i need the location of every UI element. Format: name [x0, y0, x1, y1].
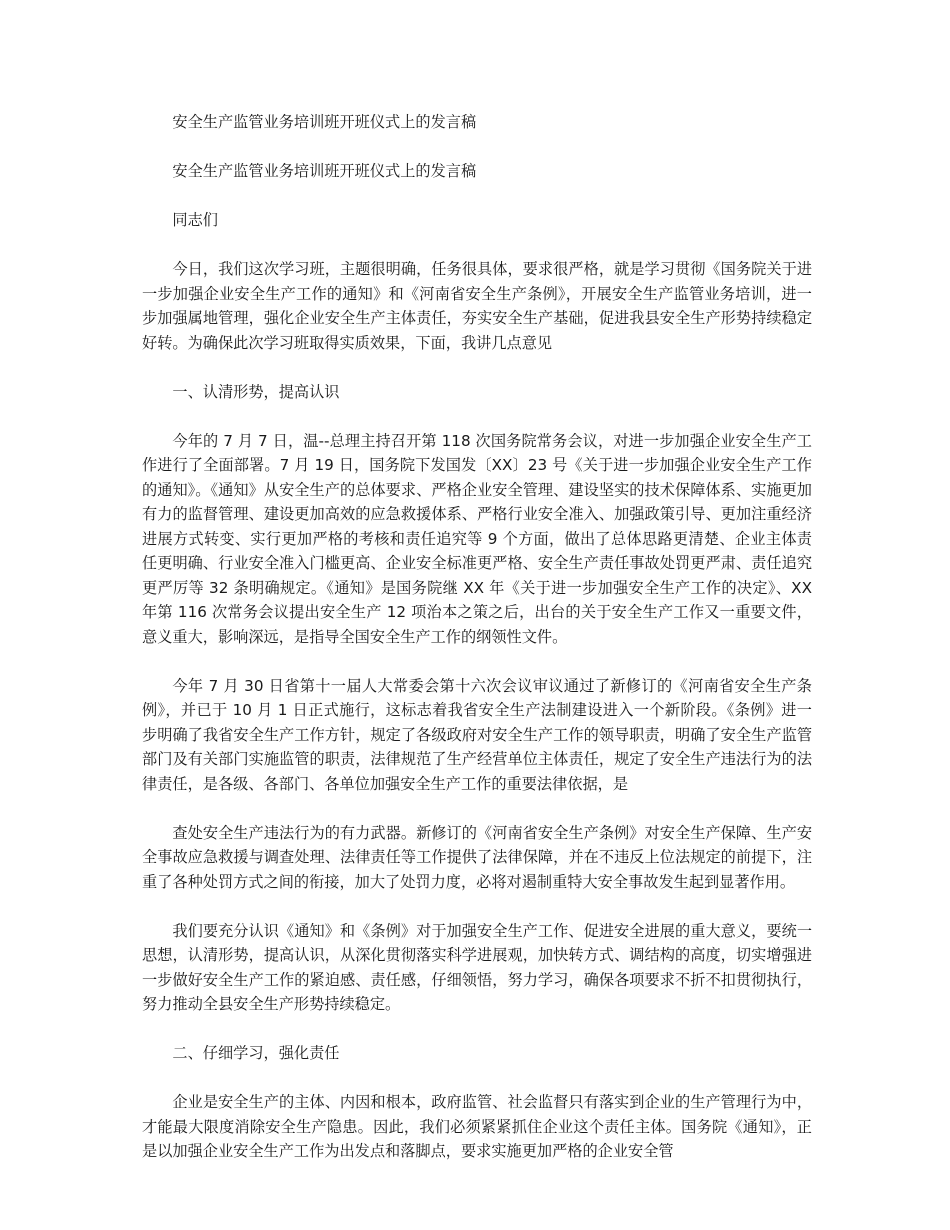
paragraph-awareness: 我们要充分认识《通知》和《条例》对于加强安全生产工作、促进安全进展的重大意义，要统一思想，认清形势，提高认识，从深化贯彻落实科学进展观，加快转方式、调结构的高度，切实增强进一步做好安全生产工作的紧迫感、责任感，仔细领悟，努力学习，确保各项要求不折不扣贯彻执行，努力推动全县安全生产形势持续稳定。 — [142, 921, 812, 1013]
section-heading-1: 一、认清形势，提高认识 — [172, 382, 340, 401]
paragraph-regulation: 今年 7 月 30 日省第十一届人大常委会第十六次会议审议通过了新修订的《河南省安全生产条例》，并已于 10 月 1 日正式施行，这标志着我省安全生产法制建设进入一个新阶段。《条例》进一步明确了我省安全生产工作方针，规定了各级政府对安全生产工作的领导职责，明确了安全生产监管部门及有关部门实施监管的职责，法律规范了生产经营单位主体责任，规定了安全生产违法行为的法律责任，是各级、各部门、各单位加强安全生产工作的重要法律依据，是 — [142, 676, 812, 793]
paragraph-notice: 今年的 7 月 7 日，温--总理主持召开第 118 次国务院常务会议，对进一步加强企业安全生产工作进行了全面部署。7 月 19 日，国务院下发国发〔XX〕23 号《关于进一步加强企业安全生产工作的通知》。《通知》从安全生产的总体要求、严格企业安全管理、建设坚实的技术保障体系、实施更加有力的监督管理、建设更加高效的应急救援体系、严格行业安全准入、加强政策引导、更加注重经济进展方式转变、实行更加严格的考核和责任追究等 9 个方面，做出了总体思路更清楚、企业主体责任更明确、行业安全准入门槛更高、企业安全标准更严格、安全生产责任事故处罚更严肃、责任追究更严厉等 32 条明确规定。《通知》是国务院继 XX 年《关于进一步加强安全生产工作的决定》、XX 年第 116 次常务会议提出安全生产 12 项治本之策之后，出台的关于安全生产工作又一重要文件，意义重大，影响深远，是指导全国安全生产工作的纲领性文件。 — [142, 431, 812, 646]
document-title: 安全生产监管业务培训班开班仪式上的发言稿 — [172, 113, 477, 131]
greeting: 同志们 — [172, 211, 218, 229]
paragraph-enforcement: 查处安全生产违法行为的有力武器。新修订的《河南省安全生产条例》对安全生产保障、生产安全事故应急救援与调查处理、法律责任等工作提供了法律保障，并在不违反上位法规定的前提下，注重了各种处罚方式之间的衔接，加大了处罚力度，必将对遏制重特大安全事故发生起到显著作用。 — [142, 823, 812, 891]
section-heading-2: 二、仔细学习，强化责任 — [172, 1044, 340, 1062]
paragraph-enterprise: 企业是安全生产的主体、内因和根本，政府监管、社会监督只有落实到企业的生产管理行为中，才能最大限度消除安全生产隐患。因此，我们必须紧紧抓住企业这个责任主体。国务院《通知》，正是以加强企业安全生产工作为出发点和落脚点，要求实施更加严格的企业安全管 — [142, 1093, 812, 1160]
paragraph-intro: 今日，我们这次学习班，主题很明确，任务很具体，要求很严格，就是学习贯彻《国务院关于进一步加强企业安全生产工作的通知》和《河南省安全生产条例》，开展安全生产监管业务培训，进一步加强属地管理，强化企业安全生产主体责任，夯实安全生产基础，促进我县安全生产形势持续稳定好转。为确保此次学习班取得实质效果，下面，我讲几点意见 — [142, 260, 812, 352]
document-page — [142, 110, 812, 1188]
document-subtitle: 安全生产监管业务培训班开班仪式上的发言稿 — [172, 162, 477, 180]
